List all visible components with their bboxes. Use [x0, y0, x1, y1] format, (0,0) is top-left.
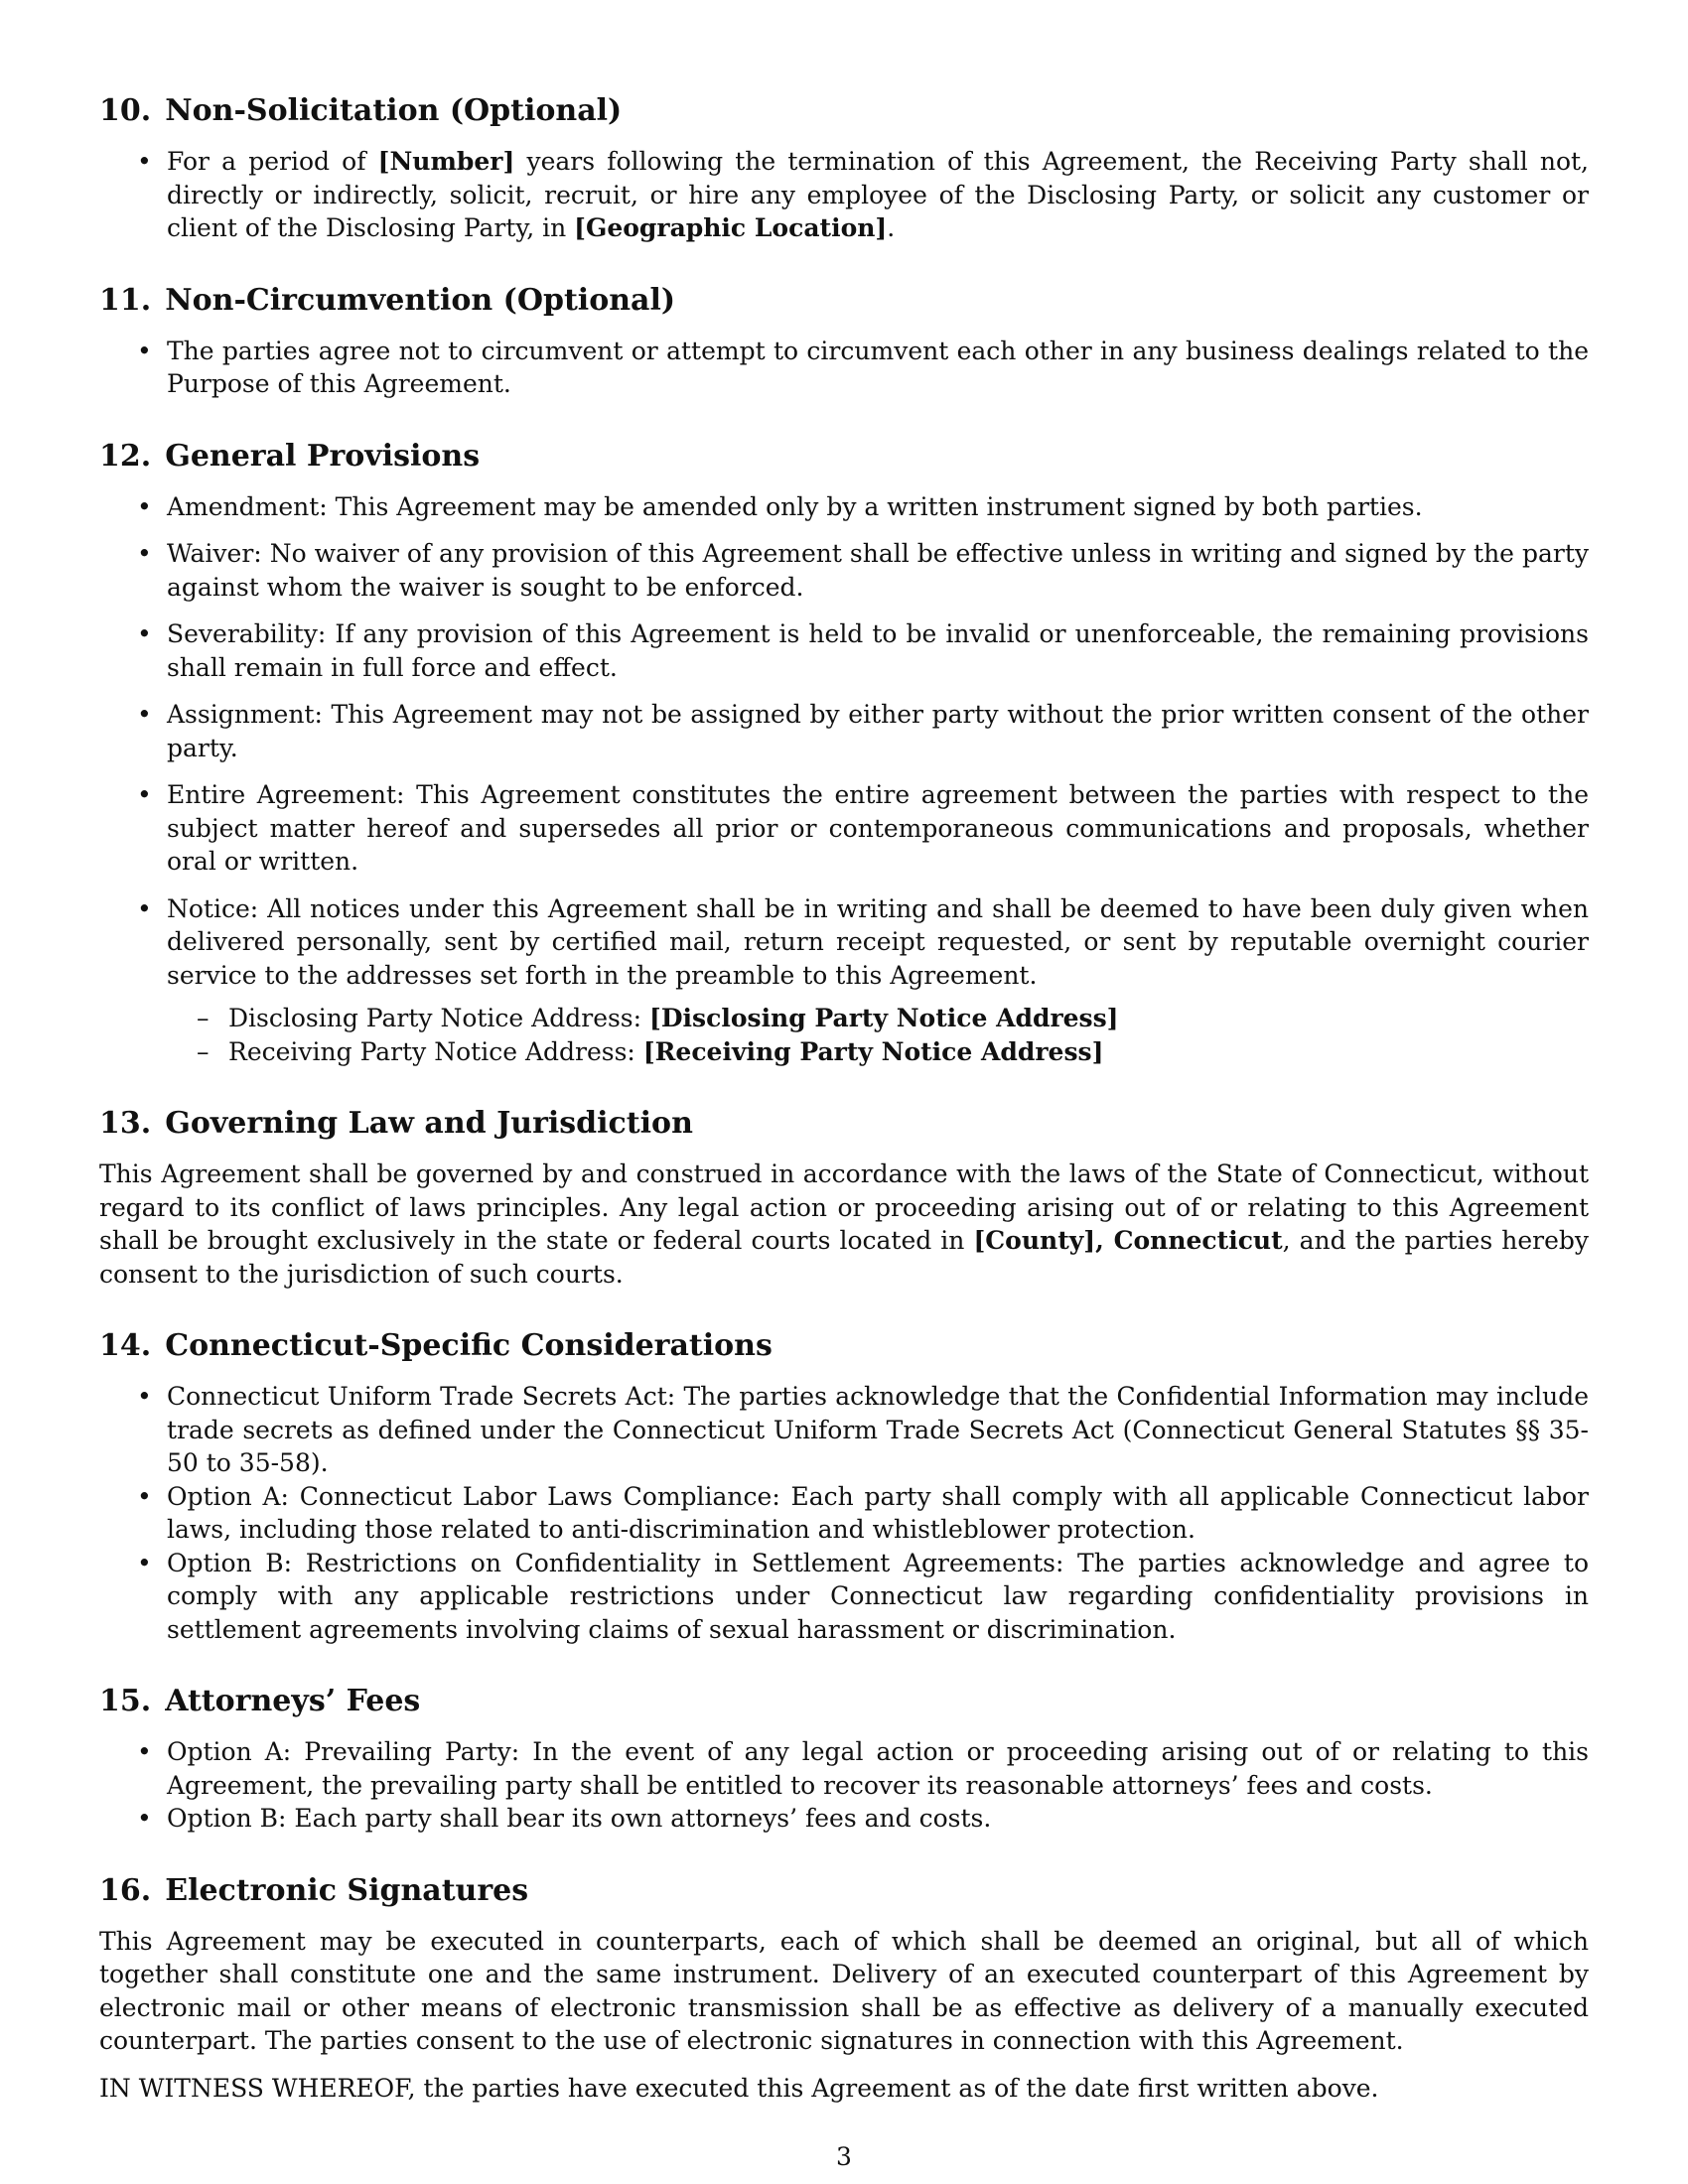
section-11: [99, 281, 1589, 401]
section-heading: 10. Non-Solicitation (Optional): [99, 93, 623, 128]
section-12: [99, 437, 1589, 1069]
paragraph: This Agreement may be executed in counterparts, each of which shall be deemed an original, but all of which together shall constitute one and the same instrument. Delivery of an executed counterpart of this Agreement by electronic mail or other means of electronic transmission shall be as effective as delivery of a manually executed counterpart. The parties consent to the use of electronic signatures in connection with this Agreement.: [99, 1926, 1589, 2055]
placeholder-field: [Disclosing Party Notice Address]: [649, 1004, 1119, 1032]
witness-clause: IN WITNESS WHEREOF, the parties have executed this Agreement as of the date first written above.: [99, 2073, 1379, 2103]
list-item: • Notice: All notices under this Agreement shall be in writing and shall be deemed to have been duly given when delivered personally, sent by certified mail, return receipt requested, or sent by reputable overnight courier service to the addresses set forth in the preamble to this Agreement.: [137, 893, 1589, 990]
bullet-icon: •: [137, 539, 152, 568]
section-14: [99, 1326, 1589, 1646]
list-item: • For a period of [Number] years following the termination of this Agreement, the Receiving Party shall not, directly or indirectly, solicit, recruit, or hire any employee of the Disclosing Party, or solicit any customer or client of the Disclosing Party, in [Geographic Location].: [137, 147, 1589, 242]
bullet-icon: •: [137, 1737, 152, 1766]
section-heading: 13. Governing Law and Jurisdiction: [99, 1106, 693, 1141]
section-16: [99, 1871, 1589, 2106]
list-item: • Option A: Connecticut Labor Laws Compliance: Each party shall comply with all applicable Connecticut labor laws, including those related to anti-discrimination and whistleblower protection.: [137, 1481, 1589, 1544]
bullet-icon: •: [137, 1382, 152, 1411]
bullet-icon: •: [137, 619, 152, 648]
list-item: • Amendment: This Agreement may be amended only by a written instrument signed by both parties.: [99, 490, 1589, 524]
dash-icon: –: [197, 1036, 210, 1066]
bullet-icon: •: [137, 700, 152, 729]
bullet-icon: •: [137, 1804, 152, 1833]
list-item: • The parties agree not to circumvent or attempt to circumvent each other in any business dealings related to the Purpose of this Agreement.: [137, 336, 1589, 398]
section-13: [99, 1104, 1589, 1291]
paragraph: This Agreement shall be governed by and construed in accordance with the laws of the State of Connecticut, without regard to its conflict of laws principles. Any legal action or proceeding arising out of or relating to this Agreement shall be brought exclusively in the state or federal courts located in [County], Connecticut, and the parties hereby consent to the jurisdiction of such courts.: [99, 1160, 1589, 1289]
bullet-icon: •: [137, 893, 152, 923]
bullet-icon: •: [137, 336, 152, 365]
placeholder-field: [County], Connecticut: [973, 1226, 1283, 1255]
list-item: • Severability: If any provision of this Agreement is held to be invalid or unenforceable, the remaining provisions shall remain in full force and effect.: [137, 619, 1589, 682]
bullet-icon: •: [137, 780, 152, 809]
placeholder-field: [Receiving Party Notice Address]: [642, 1036, 1104, 1066]
section-10: [99, 91, 1589, 245]
list-item: • Option A: Prevailing Party: In the event of any legal action or proceeding arising out of or relating to this Agreement, the prevailing party shall be entitled to recover its reasonable attorneys’ fees and costs.: [137, 1737, 1589, 1800]
section-heading: 16. Electronic Signatures: [99, 1872, 529, 1908]
placeholder-field: [Geographic Location]: [574, 213, 888, 242]
list-item: • Assignment: This Agreement may not be assigned by either party without the prior written consent of the other party.: [137, 700, 1589, 762]
sub-list-item: – Disclosing Party Notice Address: [Disclosing Party Notice Address]: [99, 1002, 1589, 1035]
dash-icon: –: [197, 1004, 210, 1032]
page-number: 3: [836, 2142, 852, 2171]
document-page: [99, 91, 1589, 2140]
section-heading: 12. General Provisions: [99, 438, 481, 474]
bullet-icon: •: [137, 1548, 152, 1577]
section-heading: 14. Connecticut-Specific Considerations: [99, 1328, 773, 1363]
list-item: • Waiver: No waiver of any provision of this Agreement shall be effective unless in writing and signed by the party against whom the waiver is sought to be enforced.: [137, 539, 1589, 602]
placeholder-field: [Number]: [377, 147, 515, 176]
section-15: [99, 1682, 1589, 1836]
section-heading: 15. Attorneys’ Fees: [99, 1684, 421, 1718]
list-item: • Option B: Each party shall bear its own attorneys’ fees and costs.: [99, 1802, 1589, 1836]
bullet-icon: •: [137, 1481, 152, 1511]
list-item: • Entire Agreement: This Agreement constitutes the entire agreement between the parties with respect to the subject matter hereof and supersedes all prior or contemporaneous communications and proposals, whether oral or written.: [137, 780, 1589, 876]
bullet-icon: •: [137, 147, 152, 176]
bullet-icon: •: [137, 491, 152, 521]
section-heading: 11. Non-Circumvention (Optional): [99, 282, 676, 318]
list-item: • Option B: Restrictions on Confidentiality in Settlement Agreements: The parties acknowledge and agree to comply with any applicable restrictions under Connecticut law regarding confidentiality provisions in settlement agreements involving claims of sexual harassment or discrimination.: [137, 1548, 1589, 1644]
sub-list-item: – Receiving Party Notice Address: [Receiving Party Notice Address]: [99, 1035, 1589, 1069]
list-item: • Connecticut Uniform Trade Secrets Act: The parties acknowledge that the Confidential Information may include trade secrets as defined under the Connecticut Uniform Trade Secrets Act (Connecticut General Statutes §§ 35-50 to 35-58).: [137, 1382, 1589, 1477]
